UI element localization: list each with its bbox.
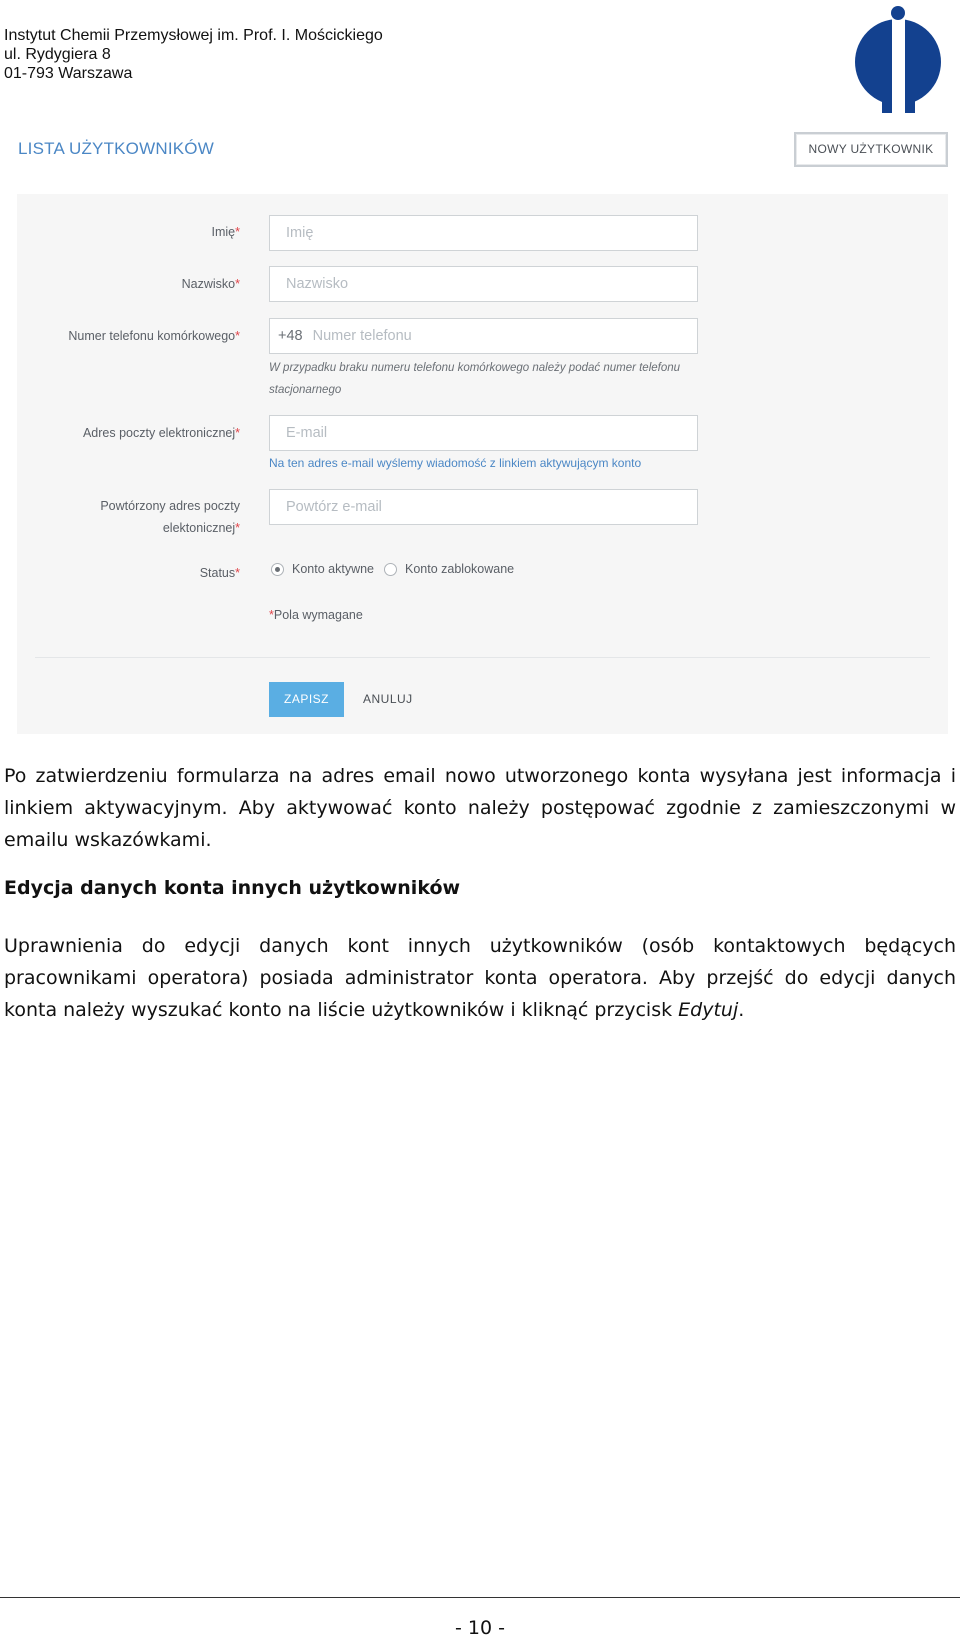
save-button[interactable]: ZAPISZ [269,682,344,717]
cancel-button[interactable]: ANULUJ [363,692,413,706]
status-label: Status* [199,566,240,580]
users-list-title[interactable]: LISTA UŻYTKOWNIKÓW [18,139,214,158]
footer-rule [0,1597,960,1598]
paragraph-activation: Po zatwierdzeniu formularza na adres email nowo utworzonego konta wysyłana jest informacja i linkiem aktywacyjnym. Aby aktywować konto należy postępować zgodnie z zamieszczonymi w emailu wskazówkami. [4,765,956,851]
first-name-label: Imię* [211,225,240,239]
paragraph-edit-rights: Uprawnienia do edycji danych kont innych użytkowników (osób kontaktowych będących pracownikami operatora) posiada administrator konta operatora. Aby przejść do edycji danych konta należy wyszukać konto na liście użytkowników i kliknąć przycisk Edytuj. [4,935,956,1021]
email-repeat-input[interactable] [269,489,698,525]
status-radio-group [271,562,524,576]
email-label: Adres poczty elektronicznej* [82,426,240,440]
phone-input[interactable] [269,318,698,354]
address-line-street: ul. Rydygiera 8 [4,46,111,63]
phone-prefix: +48 [278,328,303,344]
address-line-city: 01-793 Warszawa [4,65,133,82]
status-active-radio[interactable] [271,563,284,576]
header-address [4,26,383,83]
last-name-placeholder: Nazwisko [286,276,349,292]
email-placeholder: E-mail [286,425,328,441]
email-repeat-label: Powtórzony adres poczty elektonicznej* [100,499,240,535]
status-blocked-radio[interactable] [384,563,397,576]
phone-hint: W przypadku braku numeru telefonu komórkowego należy podać numer telefonu stacjonarnego [269,362,681,396]
email-hint: Na ten adres e-mail wyślemy wiadomość z linkiem aktywującym konto [269,456,642,470]
first-name-placeholder: Imię [286,225,314,241]
status-blocked-label[interactable]: Konto zablokowane [405,562,515,576]
institute-logo [853,5,943,120]
edit-button-name: Edytuj [678,999,739,1021]
address-line-institute: Instytut Chemii Przemysłowej im. Prof. I. Mościckiego [4,27,383,44]
email-repeat-placeholder: Powtórz e-mail [286,499,382,515]
new-user-button[interactable]: NOWY UŻYTKOWNIK [794,132,948,167]
form-divider [35,657,930,658]
status-active-label[interactable]: Konto aktywne [292,562,374,576]
page-number: - 10 - [455,1617,505,1639]
section-heading: Edycja danych konta innych użytkowników [4,877,461,899]
first-name-input[interactable] [269,215,698,251]
phone-placeholder: Numer telefonu [312,328,412,344]
phone-label: Numer telefonu komórkowego* [68,329,240,343]
required-fields-note: *Pola wymagane [269,608,363,622]
email-input[interactable] [269,415,698,451]
last-name-input[interactable] [269,266,698,302]
last-name-label: Nazwisko* [181,277,240,291]
